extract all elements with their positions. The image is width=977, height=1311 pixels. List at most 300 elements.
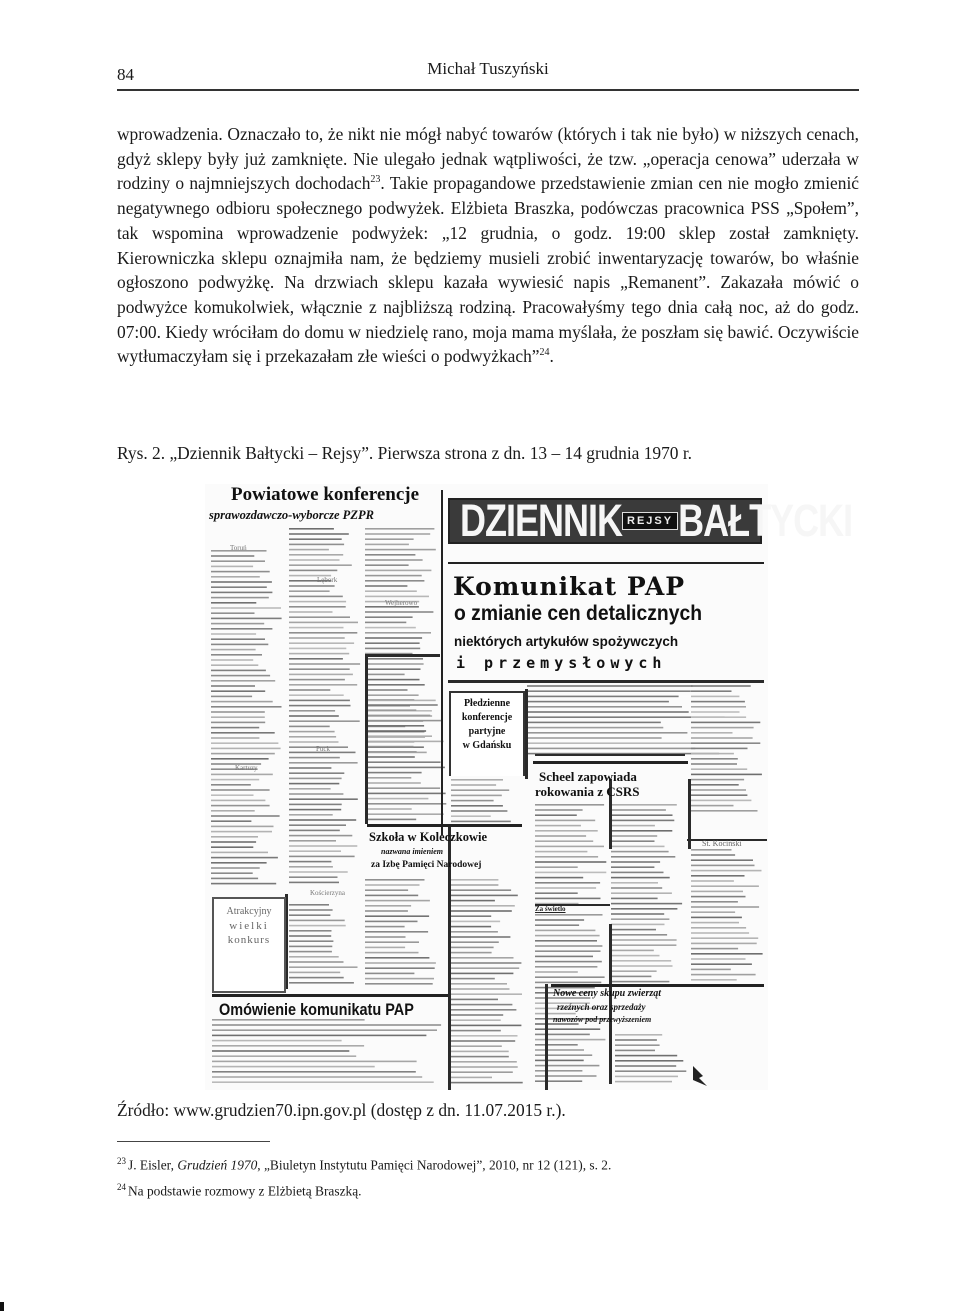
newsprint-line bbox=[535, 961, 602, 963]
newsprint-line bbox=[611, 872, 664, 874]
newsprint-line bbox=[611, 944, 676, 946]
newsprint-line bbox=[211, 831, 272, 833]
section-head-koscierzyna: Kościerzyna bbox=[310, 889, 345, 897]
newsprint-line bbox=[289, 856, 355, 858]
newsprint-line bbox=[365, 559, 423, 561]
newsprint-line bbox=[289, 705, 351, 707]
body-paragraph bbox=[117, 122, 859, 369]
newsprint-line bbox=[691, 865, 755, 867]
newsprint-line bbox=[289, 731, 335, 733]
newsprint-line bbox=[451, 926, 491, 928]
newsprint-line bbox=[289, 909, 333, 911]
newsprint-line bbox=[289, 914, 330, 916]
box-gdansk-line-2: konferencje bbox=[461, 712, 513, 723]
newspaper-rule bbox=[545, 984, 548, 1090]
newsprint-line bbox=[211, 800, 265, 802]
newsprint-line bbox=[535, 1028, 600, 1030]
newsprint-line bbox=[289, 622, 358, 624]
newsprint-line bbox=[211, 696, 252, 698]
bird-emblem-icon bbox=[693, 1066, 707, 1086]
newsprint-line bbox=[211, 794, 254, 796]
newsprint-line bbox=[289, 554, 343, 556]
newsprint-line bbox=[451, 784, 496, 786]
newsprint-line bbox=[211, 618, 282, 620]
newsprint-line bbox=[535, 950, 601, 952]
newsprint-line bbox=[611, 903, 682, 905]
newsprint-line bbox=[527, 737, 662, 739]
section-head-torun: Toruń bbox=[230, 544, 247, 552]
newsprint-line bbox=[365, 947, 405, 949]
newsprint-line bbox=[691, 784, 739, 786]
newsprint-line bbox=[289, 736, 336, 738]
section-head-kartuzy: Kartuzy bbox=[235, 764, 258, 772]
newsprint-line bbox=[611, 840, 655, 842]
newsprint-line bbox=[211, 586, 267, 588]
newsprint-line bbox=[691, 696, 739, 698]
newsprint-line bbox=[289, 767, 331, 769]
newsprint-line bbox=[365, 632, 431, 634]
newsprint-line bbox=[289, 616, 350, 618]
newsprint-line bbox=[451, 967, 519, 969]
newsprint-line bbox=[289, 533, 349, 535]
newsprint-line bbox=[367, 813, 444, 815]
newsprint-line bbox=[691, 885, 759, 887]
newsprint-line bbox=[365, 642, 420, 644]
newsprint-line bbox=[611, 825, 655, 827]
newsprint-line bbox=[212, 1050, 349, 1052]
newsprint-line bbox=[451, 795, 502, 797]
newsprint-line bbox=[367, 808, 412, 810]
newsprint-line bbox=[451, 947, 494, 949]
section-head-kocinski: St. Kociński bbox=[702, 839, 742, 848]
newsprint-line bbox=[212, 1029, 437, 1031]
newsprint-line bbox=[451, 1025, 521, 1027]
footnote-23 bbox=[117, 1150, 859, 1176]
newsprint-line bbox=[451, 1045, 502, 1047]
newsprint-line bbox=[691, 870, 762, 872]
newsprint-line bbox=[691, 901, 738, 903]
newsprint-line bbox=[691, 880, 734, 882]
dateline-rule bbox=[448, 562, 764, 564]
newsprint-line bbox=[365, 957, 429, 959]
newsprint-line bbox=[611, 929, 656, 931]
newsprint-line bbox=[365, 585, 407, 587]
newsprint-line bbox=[365, 931, 428, 933]
newsprint-line bbox=[365, 679, 420, 681]
headline-scheel-1: Scheel zapowiada bbox=[539, 769, 637, 784]
newsprint-line bbox=[611, 955, 660, 957]
newsprint-line bbox=[535, 935, 600, 937]
newsprint-line bbox=[211, 732, 275, 734]
newsprint-line bbox=[527, 701, 669, 703]
newsprint-line bbox=[535, 1065, 599, 1067]
newsprint-line bbox=[451, 1066, 518, 1068]
newsprint-line bbox=[535, 945, 602, 947]
newsprint-line bbox=[211, 597, 269, 599]
newsprint-line bbox=[211, 742, 278, 744]
newsprint-line bbox=[211, 722, 265, 724]
newsprint-line bbox=[289, 611, 333, 613]
newsprint-line bbox=[615, 1076, 678, 1078]
newsprint-line bbox=[289, 961, 344, 963]
newsprint-line bbox=[527, 748, 695, 750]
newsprint-line bbox=[451, 973, 513, 975]
newsprint-line bbox=[211, 872, 253, 874]
newsprint-line bbox=[289, 679, 345, 681]
newsprint-line bbox=[211, 628, 272, 630]
newsprint-line bbox=[211, 727, 259, 729]
newsprint-line bbox=[365, 978, 434, 980]
newsprint-line bbox=[691, 963, 752, 965]
newsprint-line bbox=[289, 935, 331, 937]
newsprint-line bbox=[691, 969, 731, 971]
newsprint-line bbox=[365, 668, 421, 670]
footnote-23-title: Grudzień 1970 bbox=[177, 1157, 258, 1173]
newsprint-line bbox=[691, 774, 762, 776]
newsprint-line bbox=[691, 722, 760, 724]
newsprint-line bbox=[691, 927, 746, 929]
newsprint-line bbox=[611, 934, 667, 936]
newsprint-line bbox=[211, 737, 259, 739]
newsprint-line bbox=[535, 882, 600, 884]
newsprint-line bbox=[211, 649, 256, 651]
newsprint-line bbox=[211, 685, 255, 687]
newsprint-line bbox=[289, 757, 340, 759]
newsprint-line bbox=[365, 905, 411, 907]
newsprint-line bbox=[451, 1035, 518, 1037]
newsprint-line bbox=[611, 908, 677, 910]
footnote-ref-23[interactable]: 23 bbox=[370, 174, 381, 186]
newsprint-line bbox=[611, 939, 677, 941]
newsprint-line bbox=[535, 1070, 582, 1072]
newsprint-line bbox=[451, 936, 510, 938]
newsprint-line bbox=[365, 575, 422, 577]
headline-powiatowe: Powiatowe konferencje bbox=[231, 484, 420, 505]
newsprint-line bbox=[535, 804, 604, 806]
newsprint-line bbox=[451, 988, 510, 990]
newsprint-line bbox=[289, 925, 346, 927]
newsprint-line bbox=[289, 920, 345, 922]
newsprint-line bbox=[365, 564, 409, 566]
newsprint-line bbox=[535, 1080, 582, 1082]
newspaper-rule bbox=[365, 654, 440, 657]
newsprint-line bbox=[289, 684, 357, 686]
newsprint-line bbox=[365, 580, 424, 582]
page-number: 84 bbox=[117, 65, 134, 84]
newsprint-line bbox=[691, 789, 746, 791]
newsprint-line bbox=[289, 840, 336, 842]
newsprint-line bbox=[211, 592, 272, 594]
figure-caption: Rys. 2. „Dziennik Bałtycki – Rejsy”. Pierwsza strona z dn. 13 – 14 grudnia 1970 r. bbox=[117, 443, 693, 463]
newsprint-line bbox=[611, 830, 672, 832]
newsprint-line bbox=[527, 711, 689, 713]
newsprint-line bbox=[289, 710, 335, 712]
newsprint-line bbox=[212, 1066, 375, 1068]
newsprint-line bbox=[451, 1082, 523, 1084]
headline-szkola-1: Szkoła w Koleczkowie bbox=[369, 830, 488, 844]
newsprint-line bbox=[289, 715, 339, 717]
newsprint-line bbox=[289, 798, 358, 800]
newsprint-line bbox=[535, 930, 595, 932]
newsprint-line bbox=[691, 917, 742, 919]
newsprint-line bbox=[535, 1044, 578, 1046]
newsprint-line bbox=[535, 877, 583, 879]
page-header bbox=[117, 55, 859, 91]
headline-szkola-3: za Izbę Pamięci Narodowej bbox=[371, 860, 482, 870]
newsprint-line bbox=[535, 898, 601, 900]
newsprint-line bbox=[211, 555, 254, 557]
newsprint-line bbox=[691, 854, 735, 856]
newsprint-line bbox=[527, 706, 682, 708]
newsprint-line bbox=[535, 814, 577, 816]
newsprint-line bbox=[451, 999, 498, 1001]
newsprint-line bbox=[611, 924, 665, 926]
footnote-24-number: 24 bbox=[117, 1182, 126, 1193]
newsprint-line bbox=[211, 638, 265, 640]
newsprint-line bbox=[535, 825, 581, 827]
newsprint-line bbox=[615, 1055, 677, 1057]
newsprint-line bbox=[691, 932, 749, 934]
newsprint-line bbox=[211, 748, 281, 750]
newsprint-line bbox=[535, 919, 584, 921]
newsprint-line bbox=[691, 758, 738, 760]
box-gdansk-line-3: partyjne bbox=[468, 726, 506, 737]
newsprint-line bbox=[615, 1060, 683, 1062]
newsprint-line bbox=[691, 911, 735, 913]
newsprint-line bbox=[367, 715, 430, 717]
newsprint-line bbox=[289, 904, 329, 906]
newsprint-line bbox=[212, 1024, 441, 1026]
newsprint-line bbox=[289, 871, 348, 873]
newsprint-line bbox=[365, 952, 419, 954]
newsprint-line bbox=[367, 741, 444, 743]
newsprint-line bbox=[211, 841, 256, 843]
box-konkurs-line-1: Atrakcyjny bbox=[226, 906, 272, 917]
newsprint-line bbox=[451, 1077, 492, 1079]
newsprint-line bbox=[211, 680, 275, 682]
newsprint-line bbox=[289, 564, 352, 566]
newsprint-line bbox=[611, 877, 670, 879]
newsprint-line bbox=[289, 632, 357, 634]
newsprint-line bbox=[615, 1070, 686, 1072]
newsprint-line bbox=[211, 774, 273, 776]
newsprint-line bbox=[211, 560, 265, 562]
newsprint-line bbox=[691, 742, 760, 744]
footnote-23-author: J. Eisler, bbox=[128, 1157, 178, 1173]
newsprint-line bbox=[691, 875, 745, 877]
newsprint-line bbox=[451, 800, 494, 802]
newsprint-line bbox=[535, 840, 593, 842]
newsprint-line bbox=[365, 900, 430, 902]
newsprint-line bbox=[691, 711, 740, 713]
newsprint-line bbox=[367, 735, 432, 737]
newsprint-line bbox=[365, 622, 406, 624]
newsprint-line bbox=[367, 819, 416, 821]
newsprint-line bbox=[611, 892, 672, 894]
newsprint-line bbox=[611, 804, 677, 806]
newsprint-line bbox=[289, 882, 339, 884]
newsprint-line bbox=[691, 690, 732, 692]
newsprint-line bbox=[691, 727, 754, 729]
newsprint-line bbox=[367, 699, 414, 701]
newsprint-line bbox=[212, 1076, 422, 1078]
newsprint-line bbox=[365, 549, 436, 551]
newsprint-line bbox=[451, 993, 522, 995]
newsprint-line bbox=[691, 958, 746, 960]
newsprint-line bbox=[289, 637, 345, 639]
newsprint-line bbox=[289, 951, 332, 953]
newsprint-line bbox=[535, 924, 579, 926]
newsprint-line bbox=[289, 804, 342, 806]
newsprint-line bbox=[365, 637, 422, 639]
newsprint-line bbox=[611, 846, 665, 848]
newsprint-line bbox=[691, 706, 746, 708]
newsprint-line bbox=[211, 753, 275, 755]
newsprint-line bbox=[535, 851, 587, 853]
newsprint-line bbox=[535, 976, 605, 978]
newsprint-line bbox=[611, 950, 654, 952]
newsprint-line bbox=[211, 805, 270, 807]
newsprint-line bbox=[611, 851, 669, 853]
newspaper-rule bbox=[365, 654, 368, 824]
newsprint-line bbox=[451, 1051, 509, 1053]
newsprint-line bbox=[367, 725, 424, 727]
newsprint-line bbox=[611, 882, 658, 884]
newsprint-line bbox=[451, 941, 499, 943]
newsprint-line bbox=[691, 849, 732, 851]
newsprint-line bbox=[611, 898, 658, 900]
column-rule bbox=[441, 490, 443, 835]
nowe-ceny-rule bbox=[551, 984, 764, 987]
headline-nowe-ceny-1: Nowe ceny skupu zwierząt bbox=[553, 988, 662, 999]
newsprint-line bbox=[289, 788, 331, 790]
newsprint-line bbox=[365, 941, 419, 943]
newsprint-line bbox=[367, 751, 417, 753]
newsprint-line bbox=[365, 921, 418, 923]
newsprint-line bbox=[535, 1049, 584, 1051]
newsprint-line bbox=[367, 704, 438, 706]
newsprint-line bbox=[535, 971, 578, 973]
newsprint-line bbox=[611, 981, 669, 983]
newsprint-line bbox=[691, 974, 756, 976]
newsprint-line bbox=[211, 779, 259, 781]
newsprint-line bbox=[289, 866, 333, 868]
newsprint-line bbox=[289, 559, 340, 561]
newspaper-rule bbox=[448, 680, 764, 683]
newsprint-line bbox=[367, 777, 411, 779]
newsprint-line bbox=[289, 793, 343, 795]
newsprint-line bbox=[289, 966, 358, 968]
newsprint-line bbox=[611, 970, 657, 972]
newsprint-line bbox=[289, 700, 350, 702]
newsprint-line bbox=[535, 966, 597, 968]
newspaper-rule bbox=[535, 754, 685, 756]
newsprint-line bbox=[365, 544, 409, 546]
newsprint-line bbox=[289, 835, 352, 837]
newsprint-line bbox=[211, 784, 251, 786]
running-head-author: Michał Tuszyński bbox=[427, 59, 549, 78]
newsprint-line bbox=[365, 590, 417, 592]
newsprint-line bbox=[615, 1034, 662, 1036]
newsprint-line bbox=[212, 1071, 416, 1073]
newsprint-line bbox=[211, 566, 253, 568]
newsprint-line bbox=[289, 720, 360, 722]
newsprint-line bbox=[365, 554, 415, 556]
newsprint-line bbox=[289, 689, 330, 691]
newsprint-line bbox=[365, 884, 420, 886]
newsprint-line bbox=[211, 581, 272, 583]
newsprint-line bbox=[535, 861, 606, 863]
newsprint-line bbox=[451, 789, 509, 791]
newsprint-line bbox=[527, 732, 687, 734]
box-gdansk bbox=[449, 691, 525, 776]
newsprint-line bbox=[211, 846, 253, 848]
newsprint-line bbox=[289, 596, 343, 598]
newsprint-line bbox=[211, 716, 265, 718]
newsprint-line bbox=[451, 1009, 516, 1011]
newsprint-line bbox=[691, 896, 746, 898]
footnotes bbox=[117, 1150, 859, 1203]
newspaper-rule bbox=[688, 779, 691, 849]
newsprint-line bbox=[535, 1075, 597, 1077]
newsprint-line bbox=[289, 585, 335, 587]
body-text-part-3: . bbox=[549, 346, 554, 367]
newsprint-line bbox=[289, 570, 337, 572]
newsprint-line bbox=[289, 762, 358, 764]
newsprint-line bbox=[289, 627, 344, 629]
newsprint-line bbox=[615, 1044, 660, 1046]
newsprint-line bbox=[451, 815, 491, 817]
newsprint-line bbox=[451, 962, 521, 964]
newsprint-line bbox=[535, 982, 601, 984]
newsprint-line bbox=[211, 664, 258, 666]
masthead bbox=[448, 494, 853, 546]
newsprint-line bbox=[451, 879, 498, 881]
newsprint-line bbox=[289, 845, 357, 847]
section-head-wejherowo: Wejherowo bbox=[385, 599, 418, 607]
masthead-baltycki: BAŁTYCKI bbox=[678, 494, 853, 546]
newsprint-line bbox=[691, 943, 757, 945]
newsprint-line bbox=[527, 685, 693, 687]
newsprint-line bbox=[289, 824, 346, 826]
newsprint-line bbox=[611, 856, 675, 858]
newsprint-line bbox=[451, 1019, 501, 1021]
newsprint-line bbox=[365, 895, 418, 897]
newsprint-line bbox=[365, 962, 436, 964]
newsprint-line bbox=[367, 730, 426, 732]
newsprint-line bbox=[289, 982, 354, 984]
newsprint-line bbox=[691, 716, 746, 718]
newsprint-line bbox=[451, 900, 495, 902]
newsprint-line bbox=[289, 648, 346, 650]
newsprint-line bbox=[451, 905, 515, 907]
newsprint-line bbox=[289, 668, 350, 670]
newsprint-line bbox=[691, 979, 737, 981]
newsprint-line bbox=[289, 528, 334, 530]
newsprint-line bbox=[535, 872, 606, 874]
newsprint-line bbox=[535, 809, 583, 811]
newsprint-line bbox=[535, 940, 597, 942]
newsprint-line bbox=[451, 895, 518, 897]
newsprint-line bbox=[365, 533, 430, 535]
newsprint-line bbox=[367, 772, 422, 774]
newsprint-line bbox=[451, 821, 511, 823]
newsprint-line bbox=[691, 922, 739, 924]
subheadline-pzpr: sprawozdawczo-wyborcze PZPR bbox=[209, 508, 374, 522]
scan-edge-mark bbox=[0, 1302, 4, 1311]
newsprint-line bbox=[611, 820, 674, 822]
footnote-ref-24[interactable]: 24 bbox=[539, 347, 550, 359]
